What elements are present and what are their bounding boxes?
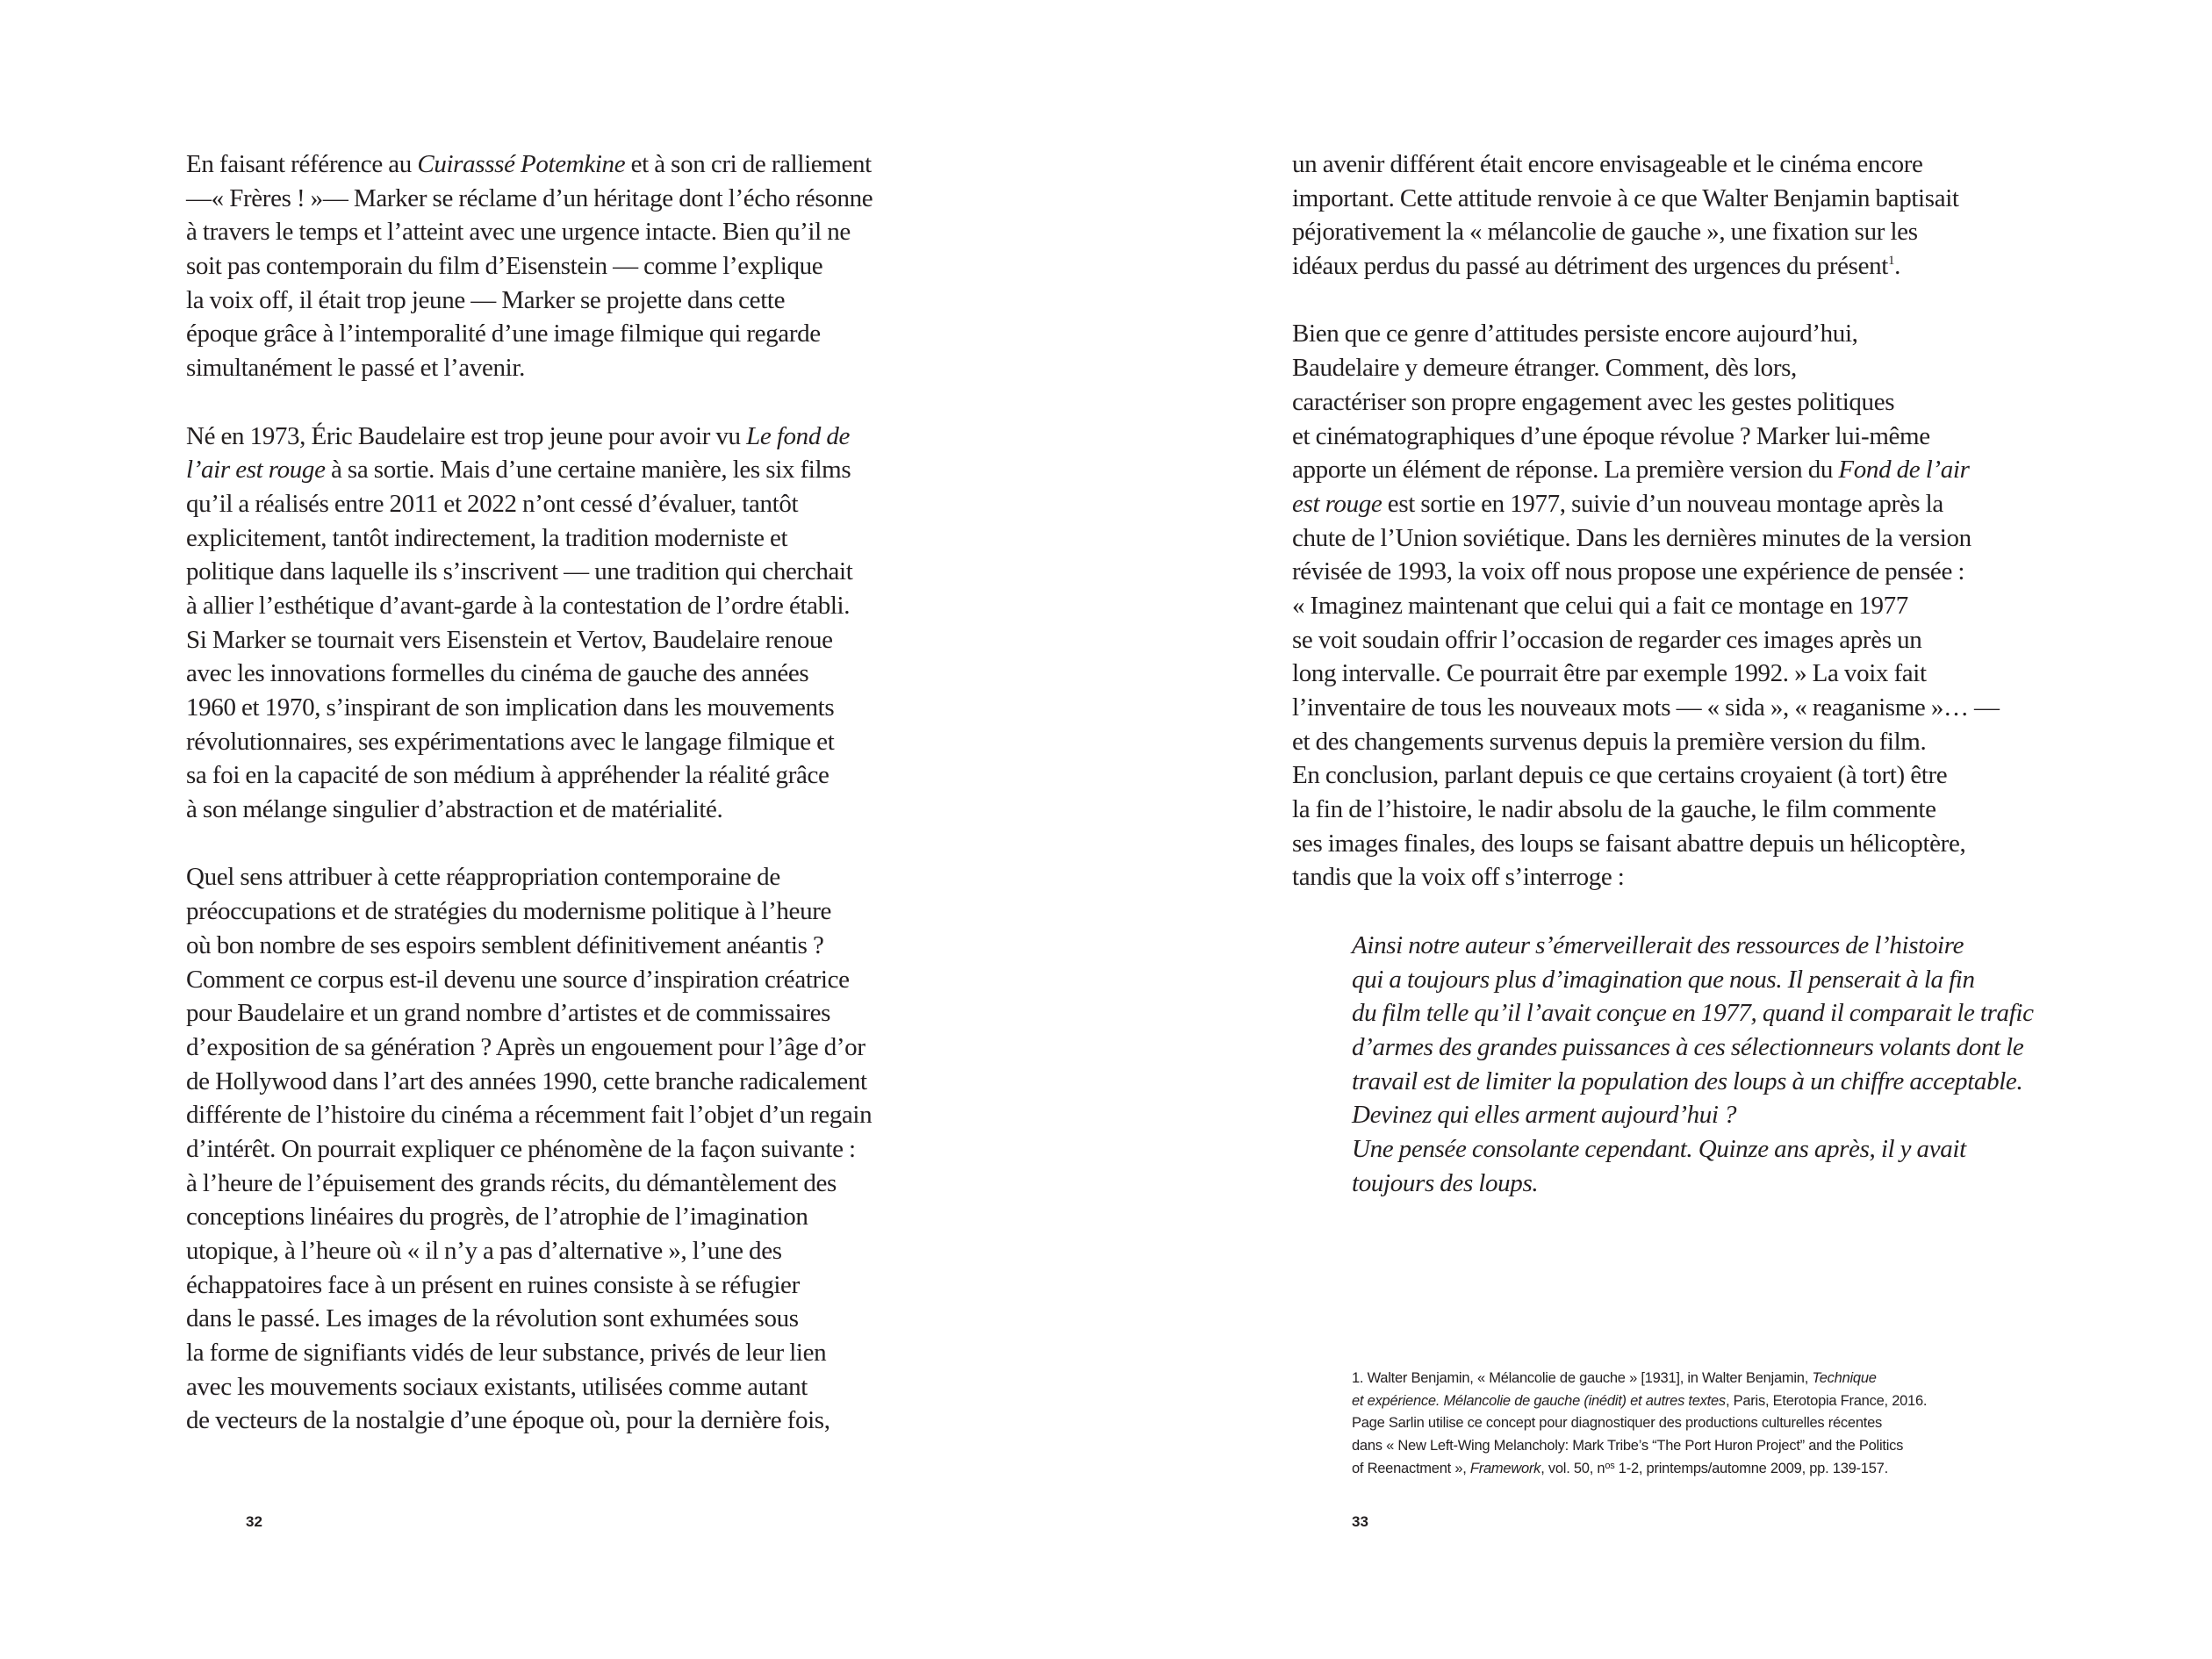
paragraph (186, 420, 976, 827)
text-line (186, 929, 976, 963)
text-run: d’intérêt. On pourrait expliquer ce phénomène de la façon suivante : (186, 1134, 856, 1163)
text-line (186, 860, 976, 894)
text-line (1292, 725, 2082, 759)
text-run: of Reenactment », (1352, 1460, 1470, 1476)
text-run: long intervalle. Ce pourrait être par exemple 1992. » La voix fait (1292, 659, 1927, 688)
text-line (1292, 182, 2082, 216)
text-line (1352, 1458, 2036, 1481)
text-line (186, 317, 976, 351)
text-run: péjorativement la « mélancolie de gauche », une fixation sur les (1292, 218, 1918, 247)
text-run: de vecteurs de la nostalgie d’une époque où, pour la dernière fois, (186, 1406, 830, 1435)
text-line (1292, 860, 2082, 894)
text-line (186, 623, 976, 657)
text-run: chute de l’Union soviétique. Dans les dernières minutes de la version (1292, 523, 1971, 552)
quote-line: toujours des loups. (1352, 1168, 1539, 1197)
text-line (186, 1132, 976, 1167)
text-run: avec les innovations formelles du cinéma de gauche des années (186, 659, 809, 688)
text-line (186, 453, 976, 487)
text-line (1292, 487, 2082, 521)
text-run: où bon nombre de ses espoirs semblent définitivement anéantis ? (186, 930, 824, 959)
text-run: soit pas contemporain du film d’Eisenstein — comme l’explique (186, 252, 823, 281)
text-run: à son mélange singulier d’abstraction et de matérialité. (186, 795, 723, 824)
text-run: politique dans laquelle ils s’inscrivent — une tradition qui cherchait (186, 557, 853, 586)
text-run: la voix off, il était trop jeune — Marker se projette dans cette (186, 285, 786, 314)
text-run: En faisant référence au (186, 150, 418, 178)
text-line (1292, 555, 2082, 589)
text-run: « Imaginez maintenant que celui qui a fait ce montage en 1977 (1292, 591, 1908, 620)
quote-line: d’armes des grandes puissances à ces sélectionneurs volants dont le (1352, 1032, 2024, 1061)
text-run: caractériser son propre engagement avec les gestes politiques (1292, 387, 1895, 416)
text-line (186, 657, 976, 691)
text-line (186, 793, 976, 827)
text-run: Bien que ce genre d’attitudes persiste encore aujourd’hui, (1292, 320, 1858, 348)
text-run: échappatoires face à un présent en ruines consiste à se réfugier (186, 1270, 800, 1299)
text-line (1352, 1435, 2036, 1458)
text-run: Quel sens attribuer à cette réappropriation contemporaine de (186, 863, 780, 892)
text-line (186, 1336, 976, 1370)
text-line (186, 521, 976, 556)
text-line (186, 420, 976, 454)
text-line (186, 1370, 976, 1404)
text-line (1352, 1368, 2036, 1390)
text-line (186, 1302, 976, 1336)
text-run: sa foi en la capacité de son médium à appréhender la réalité grâce (186, 761, 830, 790)
footnote-marker: 1 (1887, 254, 1895, 269)
text-line (1292, 827, 2082, 861)
text-run: 1. Walter Benjamin, « Mélancolie de gauche » [1931], in Walter Benjamin, (1352, 1370, 1813, 1386)
text-line (1292, 420, 2082, 454)
text-line (186, 1234, 976, 1268)
left-page-body (186, 147, 976, 1472)
text-run: Né en 1973, Éric Baudelaire est trop jeune pour avoir vu (186, 421, 747, 450)
text-run: la forme de signifiants vidés de leur substance, privés de leur lien (186, 1339, 827, 1368)
text-line (186, 1167, 976, 1201)
right-page-body (1292, 147, 2082, 1200)
text-run: avec les mouvements sociaux existants, utilisées comme autant (186, 1372, 808, 1401)
text-run: Baudelaire y demeure étranger. Comment, dès lors, (1292, 354, 1797, 383)
text-run: l’inventaire de tous les nouveaux mots — « sida », « reaganisme »… — (1292, 693, 2000, 722)
text-line (1292, 657, 2082, 691)
italic-title: Cuirasssé Potemkine (417, 150, 626, 178)
quote-line: Ainsi notre auteur s’émerveillerait des ressources de l’histoire (1352, 930, 1964, 959)
text-run: époque grâce à l’intemporalité d’une image filmique qui regarde (186, 320, 821, 348)
text-line (186, 487, 976, 521)
paragraph (1292, 317, 2082, 894)
text-line (1292, 589, 2082, 623)
text-run: , Paris, Eterotopia France, 2016. (1725, 1392, 1928, 1409)
blockquote (1352, 929, 2082, 1201)
text-line (186, 758, 976, 793)
text-run: —« Frères ! »— Marker se réclame d’un héritage dont l’écho résonne (186, 183, 873, 212)
text-line (1292, 147, 2082, 182)
text-run: à travers le temps et l’atteint avec une urgence intacte. Bien qu’il ne (186, 218, 851, 247)
text-run: dans le passé. Les images de la révolution sont exhumées sous (186, 1304, 799, 1333)
text-line (1292, 691, 2082, 725)
text-run: la fin de l’histoire, le nadir absolu de la gauche, le film commente (1292, 795, 1936, 824)
text-run: Page Sarlin utilise ce concept pour diagnostiquer des productions culturelles récentes (1352, 1415, 1883, 1432)
italic-title: et expérience. Mélancolie de gauche (inédit) et autres textes (1352, 1392, 1726, 1409)
paragraph (186, 147, 976, 385)
text-run: pour Baudelaire et un grand nombre d’artistes et de commissaires (186, 999, 831, 1028)
text-run: révisée de 1993, la voix off nous propose une expérience de pensée : (1292, 557, 1965, 586)
text-run: simultanément le passé et l’avenir. (186, 354, 525, 383)
text-line (1292, 317, 2082, 351)
text-run: à l’heure de l’épuisement des grands récits, du démantèlement des (186, 1168, 837, 1197)
text-run: dans « New Left-Wing Melancholy: Mark Tribe’s “The Port Huron Project” and the Politics (1352, 1438, 1904, 1454)
text-run: est sortie en 1977, suivie d’un nouveau montage après la (1382, 489, 1943, 518)
text-line (186, 1404, 976, 1438)
text-run: qu’il a réalisés entre 2011 et 2022 n’ont cessé d’évaluer, tantôt (186, 489, 799, 518)
text-run: préoccupations et de stratégies du modernisme politique à l’heure (186, 897, 832, 926)
quote-line: Devinez qui elles arment aujourd’hui ? (1352, 1101, 1737, 1130)
text-line (186, 351, 976, 385)
text-run: explicitement, tantôt indirectement, la tradition moderniste et (186, 523, 788, 552)
text-run: un avenir différent était encore envisageable et le cinéma encore (1292, 150, 1923, 178)
text-line (1292, 385, 2082, 420)
text-run: utopique, à l’heure où « il n’y a pas d’alternative », l’une des (186, 1237, 782, 1265)
text-line (1292, 793, 2082, 827)
text-run: ses images finales, des loups se faisant abattre depuis un hélicoptère, (1292, 829, 1966, 858)
italic-title: est rouge (1292, 489, 1382, 518)
text-run: différente de l’histoire du cinéma a récemment fait l’objet d’un regain (186, 1101, 873, 1130)
text-run: Comment ce corpus est-il devenu une source d’inspiration créatrice (186, 965, 850, 994)
text-run: idéaux perdus du passé au détriment des urgences du présent (1292, 252, 1888, 281)
quote-line: travail est de limiter la population des loups à un chiffre acceptable. (1352, 1066, 2023, 1095)
italic-title: Framework (1469, 1460, 1541, 1476)
text-line (186, 894, 976, 929)
quote-line: Une pensée consolante cependant. Quinze ans après, il y avait (1352, 1134, 1966, 1163)
text-run: révolutionnaires, ses expérimentations avec le langage filmique et (186, 727, 835, 756)
quote-line: qui a toujours plus d’imagination que nous. Il penserait à la fin (1352, 965, 1975, 994)
footnote (1352, 1368, 2036, 1480)
text-run: apporte un élément de réponse. La première version du (1292, 456, 1839, 485)
page-number-left: 32 (246, 1513, 262, 1530)
text-line (186, 589, 976, 623)
text-line (186, 725, 976, 759)
text-line (186, 996, 976, 1031)
text-run: important. Cette attitude renvoie à ce que Walter Benjamin baptisait (1292, 183, 1959, 212)
text-line (186, 691, 976, 725)
italic-title: l’air est rouge (186, 456, 326, 485)
text-run: 1960 et 1970, s’inspirant de son implication dans les mouvements (186, 693, 835, 722)
text-line (1292, 521, 2082, 556)
text-line (1292, 215, 2082, 249)
text-run: et des changements survenus depuis la première version du film. (1292, 727, 1927, 756)
text-run: Si Marker se tournait vers Eisenstein et Vertov, Baudelaire renoue (186, 625, 833, 654)
text-run: et à son cri de ralliement (625, 150, 872, 178)
text-run: conceptions linéaires du progrès, de l’atrophie de l’imagination (186, 1203, 808, 1232)
text-run: de Hollywood dans l’art des années 1990, cette branche radicalement (186, 1066, 867, 1095)
paragraph (186, 860, 976, 1438)
text-line (186, 1065, 976, 1099)
text-run: d’exposition de sa génération ? Après un engouement pour l’âge d’or (186, 1032, 865, 1061)
text-line (186, 215, 976, 249)
text-line (186, 1098, 976, 1132)
text-run: tandis que la voix off s’interroge : (1292, 863, 1625, 892)
text-line (1352, 1390, 2036, 1413)
quote-line: du film telle qu’il l’avait conçue en 1977, quand il comparait le trafic (1352, 999, 2034, 1028)
text-run: 1-2, printemps/automne 2009, pp. 139-157. (1614, 1460, 1888, 1476)
text-line (1352, 1412, 2036, 1435)
text-run: En conclusion, parlant depuis ce que certains croyaient (à tort) être (1292, 761, 1948, 790)
right-page (1106, 0, 2212, 1659)
text-run: à sa sortie. Mais d’une certaine manière, les six films (325, 456, 851, 485)
text-line (186, 555, 976, 589)
text-line (186, 182, 976, 216)
text-run: et cinématographiques d’une époque révolue ? Marker lui-même (1292, 421, 1930, 450)
text-line (1292, 453, 2082, 487)
text-line (1292, 623, 2082, 657)
footnote-marker: os (1605, 1460, 1615, 1471)
text-line (1292, 249, 2082, 284)
text-line (186, 1031, 976, 1065)
text-run: , vol. 50, n (1540, 1460, 1605, 1476)
italic-title: Fond de l’air (1838, 456, 1970, 485)
text-line (186, 1268, 976, 1303)
text-run: se voit soudain offrir l’occasion de regarder ces images après un (1292, 625, 1922, 654)
page-number-right: 33 (1352, 1513, 1368, 1530)
text-line (186, 963, 976, 997)
text-line (186, 1200, 976, 1234)
text-line (186, 147, 976, 182)
text-run: . (1894, 252, 1901, 281)
text-line (186, 249, 976, 284)
text-line (1292, 758, 2082, 793)
text-line (1292, 351, 2082, 385)
text-line (186, 284, 976, 318)
paragraph (1292, 147, 2082, 284)
italic-title: Technique (1812, 1370, 1877, 1386)
text-run: à allier l’esthétique d’avant-garde à la contestation de l’ordre établi. (186, 591, 851, 620)
italic-title: Le fond de (746, 421, 851, 450)
